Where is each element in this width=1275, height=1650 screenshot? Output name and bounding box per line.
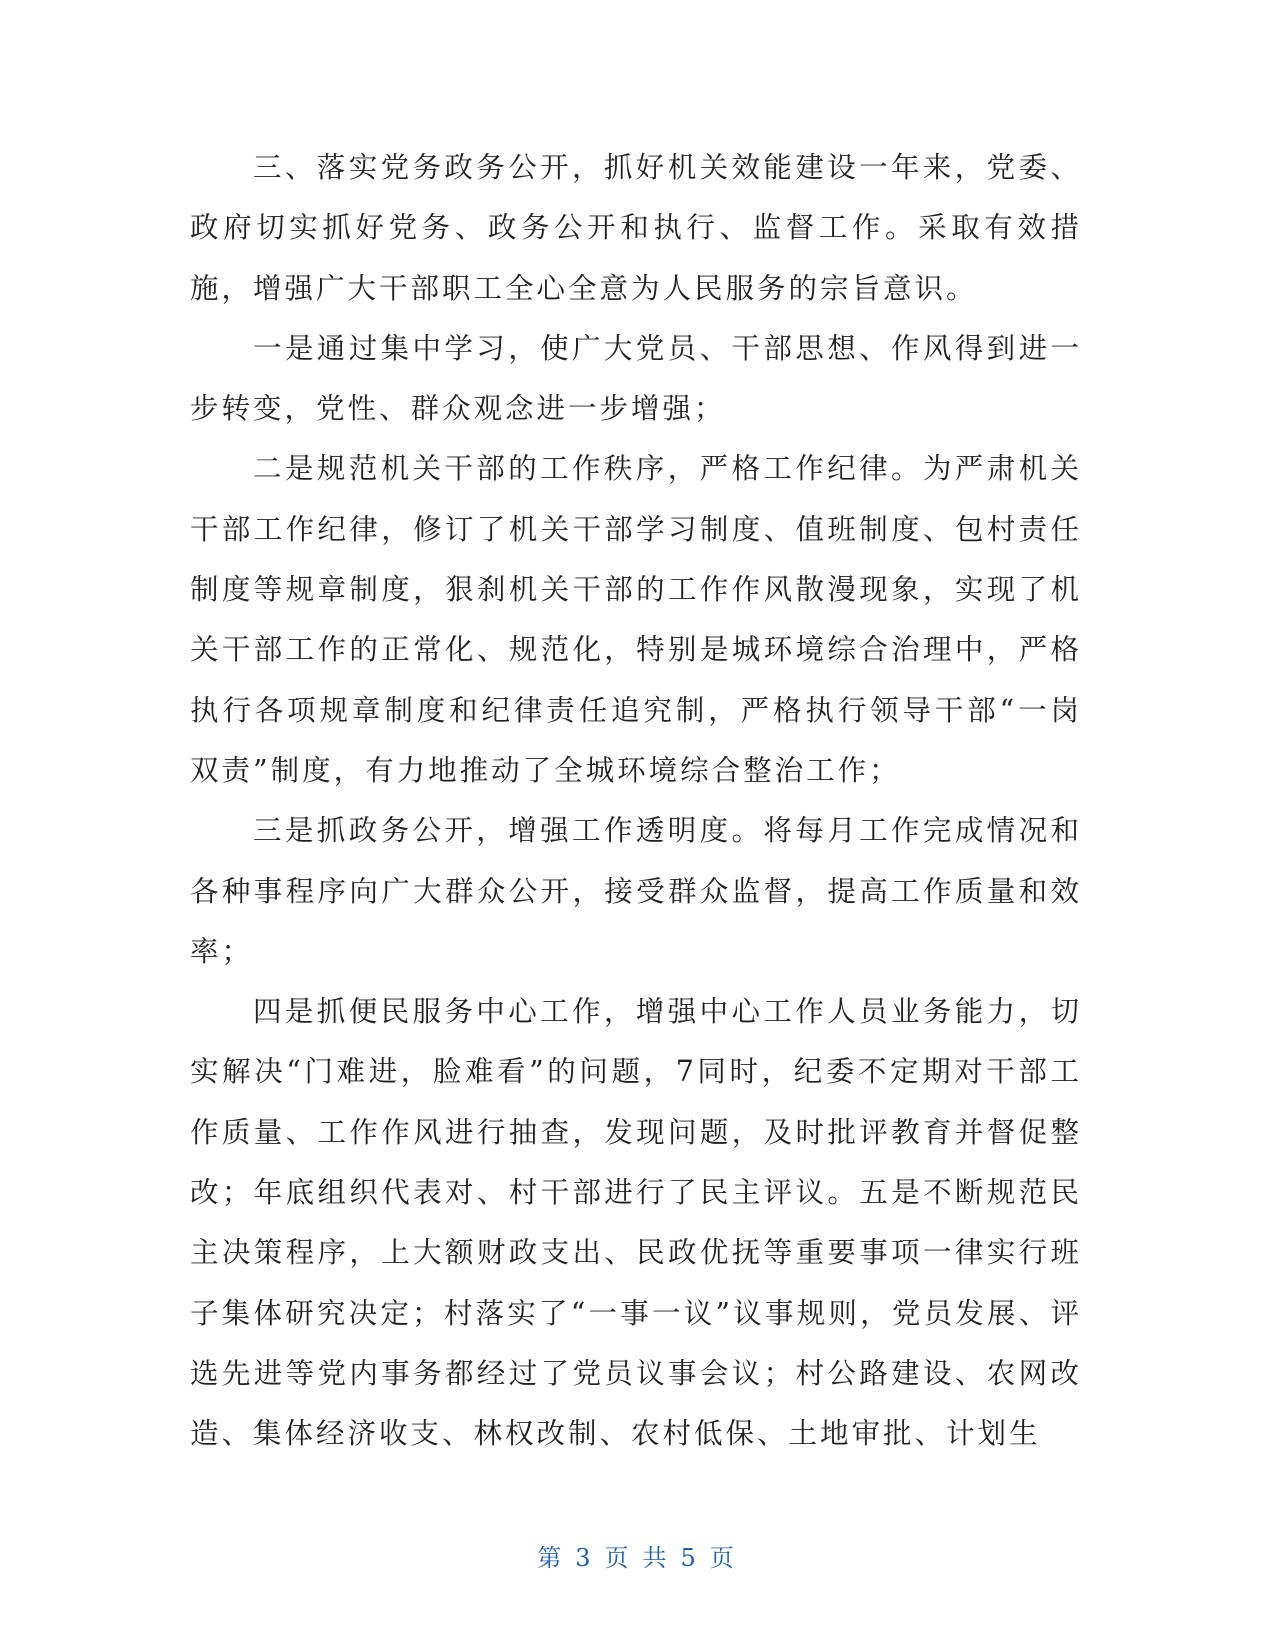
footer-label-ye: 页 (604, 1544, 633, 1572)
paragraph-2: 一是通过集中学习，使广大党员、干部思想、作风得到进一步转变，党性、群众观念进一步增强； (190, 331, 1082, 426)
footer-label-gong: 共 (642, 1544, 671, 1572)
paragraph-5: 四是抓便民服务中心工作，增强中心工作人员业务能力，切实解决“门难进，脸难看”的问题，7同时，纪委不定期对干部工作质量、工作作风进行抽查，发现问题，及时批评教育并督促整改；年底组织代表对、村干部进行了民主评议。五是不断规范民主决策程序，上大额财政支出、民政优抚等重要事项一律实行班子集体研究决定；村落实了“一事一议”议事规则，党员发展、评选先进等党内事务都经过了党员议事会议；村公路建设、农网改造、集体经济收支、林权改制、农村低保、土地审批、计划生 (190, 995, 1082, 1451)
footer-label-ye-end: 页 (709, 1544, 738, 1572)
page-footer (0, 1538, 1275, 1573)
paragraph-3: 二是规范机关干部的工作秩序，严格工作纪律。为严肃机关干部工作纪律，修订了机关干部学习制度、值班制度、包村责任制度等规章制度，狠刹机关干部的工作作风散漫现象，实现了机关干部工作的正常化、规范化，特别是城环境综合治理中，严格执行各项规章制度和纪律责任追究制，严格执行领导干部“一岗双责”制度，有力地推动了全城环境综合整治工作； (190, 452, 1082, 787)
paragraph-1: 三、落实党务政务公开，抓好机关效能建设一年来，党委、政府切实抓好党务、政务公开和执行、监督工作。采取有效措施，增强广大干部职工全心全意为人民服务的宗旨意识。 (190, 151, 1082, 305)
footer-label-di: 第 (537, 1544, 566, 1572)
document-body (190, 138, 1082, 1465)
footer-current-page: 3 (575, 1544, 595, 1572)
footer-total-pages: 5 (680, 1544, 700, 1572)
paragraph-4: 三是抓政务公开，增强工作透明度。将每月工作完成情况和各种事程序向广大群众公开，接受群众监督，提高工作质量和效率； (190, 814, 1082, 968)
